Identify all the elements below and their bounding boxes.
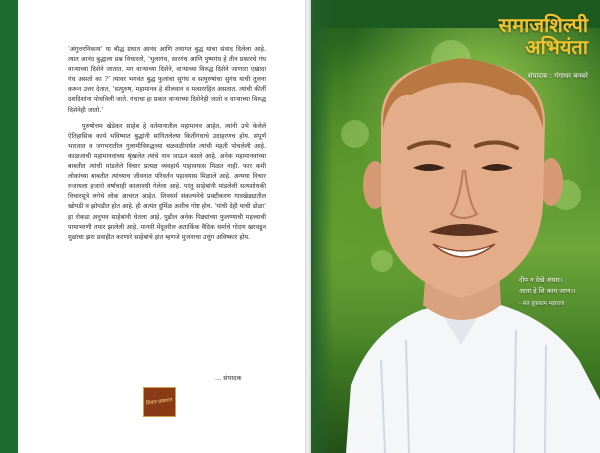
- blurb-text: [68, 45, 266, 249]
- quote-block: [519, 275, 597, 310]
- front-cover: [311, 0, 600, 453]
- publisher-logo-text: शिवार प्रकाशन: [145, 397, 174, 407]
- blurb-paragraph: पुरुषोत्तम खेडेकर साहेब हे वर्तमानातील महामानव आहेत. त्यांनी उभे केलेले ऐतिहासिक कार्य भविष्यात बुद्धांनी सांगितलेल्या किर्तीगंधाचे उदाहरणच होय. संपूर्ण भारतात व जगभरातील गुलामीविरुद्धच्या चळवळीपर्यंत त्यांची महती पोचलेली आहे. काळजाची महामानवांच्या श्रृंखलेत त्यांचे नाव जाऊन बसले आहे. अनेक महामानवांच्या बाबतीत त्यांची मांडलेले विचार प्रत्यक्ष व्यवहार्य पाहावयास मिळत नाही. फार कमी लोकांच्या बाबतीत त्यांच्याच जीवनात परिवर्तन पहावयास मिळाले आहे. अन्यथा विचार रुजायला हजारो वर्षांचाही कालावधी गेलेला आहे. परंतु साहेबांनी मांडलेली सत्यशोधकी विचारसूत्रे लगेचे लोक आचरत आहेत. शिवधर्म संकल्पनेचे प्रक्टीकरण गावखेड्यातील खोपडी व झोपडीत होत आहे. ही अत्यंत दुर्मिळ अशीच गोष्ट होय. ‘यांची देही याची डोळा’ हा रोकडा अनुभव साहेबांनी घेतला आहे. पुढील अनेक पिढ्यांच्या फुलण्याची महत्त्वाची पायाभरणी तयार झालेली आहे. मानवी मेंदूवरील अतार्किक वैदिक धर्माचे गोंदण खरवडून मुळाचा झरा प्रवाहीत करणारे साहेबांचे हात म्हणजे मुजनाचा उत्तुंग अविष्कार होय.: [68, 122, 266, 241]
- publisher-logo: [143, 387, 176, 417]
- quote-line-2: आता हे सि काय जाण।।: [519, 287, 576, 295]
- book-title: [499, 14, 588, 58]
- book-title-line-1: समाजशिल्पी: [498, 13, 588, 37]
- quote-author: - संत तुकाराम महाराज: [519, 301, 565, 307]
- book-title-line-2: अभियंता: [525, 35, 588, 59]
- editor-signature: ... संपादक: [215, 374, 242, 382]
- editor-credit: संपादक : गंगाधर बनबरे: [527, 72, 588, 80]
- quote-line-1: दीप न देखे अंधार।: [519, 276, 563, 284]
- back-cover-green-strip: [0, 0, 18, 453]
- blurb-paragraph: ‘अंगुत्तरनिकाय’ या बौद्ध ग्रंथात आनंद आणि तथागत बुद्ध यांचा संवाद दिलेला आहे. त्यात आनंद बुद्धाला प्रश्न विचारतो, ‘भुलागंध, सारगंध आणि पुष्पगंध हे तीन प्रकारचे गंध वाऱ्याच्या दिशेने जातात. मग वाऱ्याच्या दिशेने, वाऱ्याच्या विरुद्ध दिशेने जाणारा एखादा गंध असतो का ?’ त्यावर भगवंत बुद्ध फुलांचा सुगंध व सत्पुरुषांचा सुगंध याची तुलना करून उत्तर देतात, ‘सत्पुरुष, महामानव हे शीलवान व मत्सररहित असतात. त्यांची कीर्ती दशदिशांना पोचविली जाते. गंधाचा हा प्रकार वाऱ्याच्या दिशेनेही जातो व वाऱ्याच्या विरुद्ध दिशेनेही जातो.’: [68, 46, 266, 114]
- author-portrait: [311, 0, 600, 453]
